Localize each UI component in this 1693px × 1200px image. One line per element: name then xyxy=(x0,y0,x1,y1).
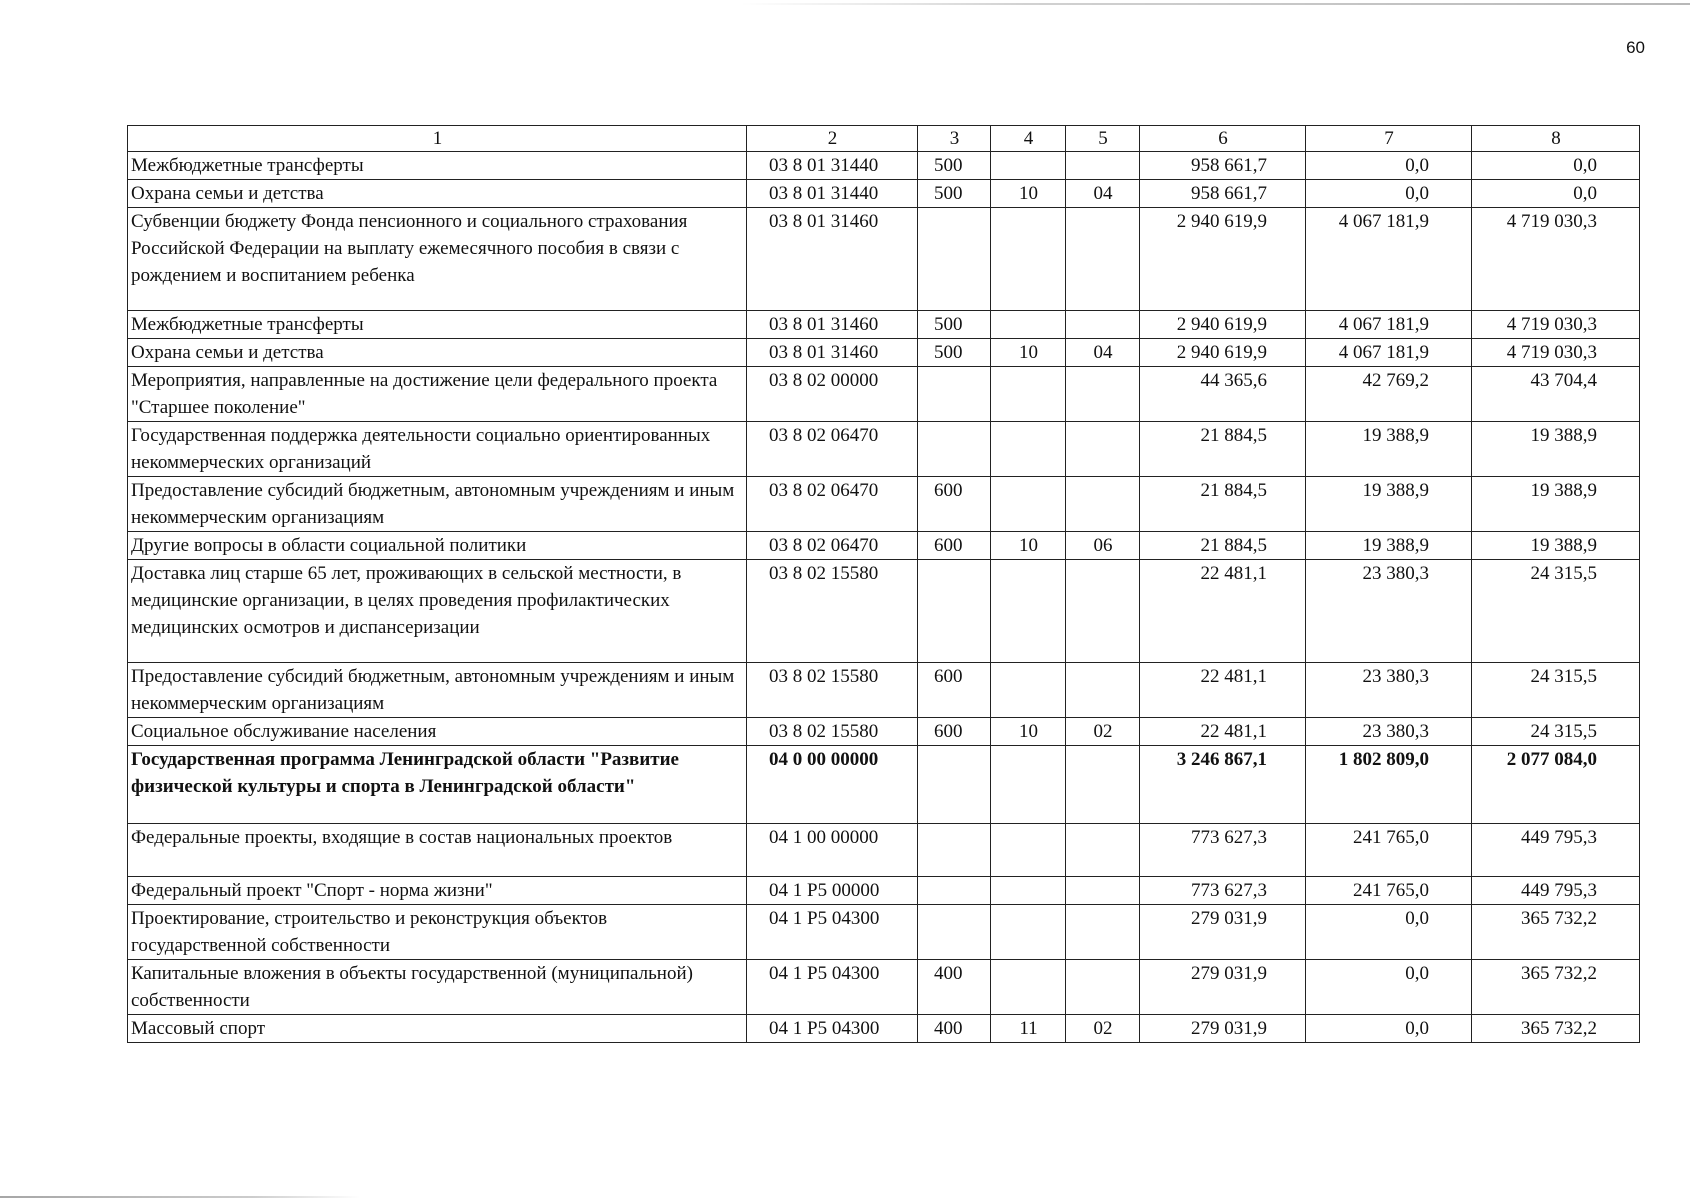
table-header-row xyxy=(128,126,1640,152)
row-value-col8-cell: 365 732,2 xyxy=(1472,1015,1640,1043)
row-code-cell: 04 1 Р5 04300 xyxy=(747,1015,918,1043)
table-row xyxy=(128,560,1640,663)
row-value-col7-cell: 4 067 181,9 xyxy=(1306,311,1472,339)
row-name-cell: Субвенции бюджету Фонда пенсионного и социального страхования Российской Федерации на выплату ежемесячного пособия в связи с рождением и воспитанием ребенка xyxy=(128,208,747,311)
table-row xyxy=(128,960,1640,1015)
row-subsection-cell: 02 xyxy=(1066,1015,1140,1043)
row-value-col8-cell: 0,0 xyxy=(1472,152,1640,180)
row-name-cell: Федеральный проект "Спорт - норма жизни" xyxy=(128,877,747,905)
row-value-col7-cell: 4 067 181,9 xyxy=(1306,208,1472,311)
row-value-col8-cell: 365 732,2 xyxy=(1472,905,1640,960)
row-group-cell: 600 xyxy=(918,663,991,718)
row-value-col6-cell: 958 661,7 xyxy=(1140,152,1306,180)
row-subsection-cell xyxy=(1066,477,1140,532)
row-group-cell: 400 xyxy=(918,1015,991,1043)
row-value-col8-cell: 24 315,5 xyxy=(1472,663,1640,718)
row-value-col7-cell: 23 380,3 xyxy=(1306,560,1472,663)
row-value-col7-cell: 0,0 xyxy=(1306,960,1472,1015)
row-code-cell: 04 0 00 00000 xyxy=(747,746,918,824)
row-subsection-cell: 06 xyxy=(1066,532,1140,560)
row-section-cell xyxy=(991,663,1066,718)
row-group-cell xyxy=(918,208,991,311)
row-subsection-cell xyxy=(1066,824,1140,877)
row-value-col6-cell: 21 884,5 xyxy=(1140,532,1306,560)
row-value-col7-cell: 42 769,2 xyxy=(1306,367,1472,422)
row-value-col8-cell: 4 719 030,3 xyxy=(1472,339,1640,367)
row-name-cell: Государственная поддержка деятельности социально ориентированных некоммерческих организаций xyxy=(128,422,747,477)
row-group-cell: 600 xyxy=(918,532,991,560)
header-cell: 2 xyxy=(747,126,918,152)
row-value-col6-cell: 21 884,5 xyxy=(1140,477,1306,532)
table-row xyxy=(128,877,1640,905)
row-value-col8-cell: 19 388,9 xyxy=(1472,532,1640,560)
table-row xyxy=(128,311,1640,339)
row-value-col8-cell: 0,0 xyxy=(1472,180,1640,208)
table-row xyxy=(128,367,1640,422)
row-group-cell: 400 xyxy=(918,960,991,1015)
row-section-cell xyxy=(991,422,1066,477)
table-row xyxy=(128,180,1640,208)
row-subsection-cell xyxy=(1066,367,1140,422)
row-name-cell: Социальное обслуживание населения xyxy=(128,718,747,746)
row-value-col6-cell: 3 246 867,1 xyxy=(1140,746,1306,824)
table-row xyxy=(128,905,1640,960)
row-value-col6-cell: 44 365,6 xyxy=(1140,367,1306,422)
row-group-cell: 600 xyxy=(918,718,991,746)
row-group-cell xyxy=(918,746,991,824)
row-name-cell: Доставка лиц старше 65 лет, проживающих в сельской местности, в медицинские организации, в целях проведения профилактических медицинских осмотров и диспансеризации xyxy=(128,560,747,663)
row-value-col6-cell: 279 031,9 xyxy=(1140,960,1306,1015)
row-subsection-cell xyxy=(1066,560,1140,663)
row-code-cell: 03 8 02 06470 xyxy=(747,477,918,532)
row-code-cell: 04 1 Р5 04300 xyxy=(747,905,918,960)
table-row xyxy=(128,152,1640,180)
row-code-cell: 03 8 02 15580 xyxy=(747,663,918,718)
row-value-col7-cell: 1 802 809,0 xyxy=(1306,746,1472,824)
row-value-col8-cell: 24 315,5 xyxy=(1472,718,1640,746)
row-group-cell xyxy=(918,824,991,877)
row-section-cell: 10 xyxy=(991,718,1066,746)
row-value-col7-cell: 0,0 xyxy=(1306,1015,1472,1043)
row-code-cell: 03 8 01 31460 xyxy=(747,339,918,367)
row-group-cell xyxy=(918,367,991,422)
row-code-cell: 03 8 02 06470 xyxy=(747,532,918,560)
table-row xyxy=(128,663,1640,718)
row-name-cell: Капитальные вложения в объекты государственной (муниципальной) собственности xyxy=(128,960,747,1015)
row-code-cell: 03 8 02 15580 xyxy=(747,718,918,746)
header-cell: 4 xyxy=(991,126,1066,152)
row-name-cell: Проектирование, строительство и реконструкция объектов государственной собственности xyxy=(128,905,747,960)
table-row xyxy=(128,477,1640,532)
row-value-col6-cell: 958 661,7 xyxy=(1140,180,1306,208)
row-value-col7-cell: 0,0 xyxy=(1306,905,1472,960)
row-code-cell: 03 8 01 31440 xyxy=(747,180,918,208)
table-row xyxy=(128,746,1640,824)
row-value-col6-cell: 773 627,3 xyxy=(1140,877,1306,905)
row-code-cell: 04 1 Р5 00000 xyxy=(747,877,918,905)
header-cell: 1 xyxy=(128,126,747,152)
table-row xyxy=(128,1015,1640,1043)
row-name-cell: Мероприятия, направленные на достижение цели федерального проекта "Старшее поколение" xyxy=(128,367,747,422)
row-value-col7-cell: 0,0 xyxy=(1306,152,1472,180)
row-value-col7-cell: 241 765,0 xyxy=(1306,824,1472,877)
row-value-col7-cell: 19 388,9 xyxy=(1306,477,1472,532)
row-subsection-cell xyxy=(1066,746,1140,824)
row-name-cell: Федеральные проекты, входящие в состав национальных проектов xyxy=(128,824,747,877)
row-section-cell xyxy=(991,877,1066,905)
row-value-col6-cell: 2 940 619,9 xyxy=(1140,339,1306,367)
header-cell: 7 xyxy=(1306,126,1472,152)
row-value-col8-cell: 4 719 030,3 xyxy=(1472,208,1640,311)
page-number: 60 xyxy=(1626,38,1645,57)
row-code-cell: 04 1 Р5 04300 xyxy=(747,960,918,1015)
row-group-cell: 500 xyxy=(918,152,991,180)
row-section-cell xyxy=(991,746,1066,824)
row-code-cell: 03 8 02 00000 xyxy=(747,367,918,422)
row-section-cell: 10 xyxy=(991,180,1066,208)
row-subsection-cell: 02 xyxy=(1066,718,1140,746)
row-subsection-cell xyxy=(1066,152,1140,180)
row-value-col8-cell: 19 388,9 xyxy=(1472,477,1640,532)
row-group-cell: 500 xyxy=(918,311,991,339)
row-section-cell xyxy=(991,560,1066,663)
row-group-cell xyxy=(918,877,991,905)
budget-table xyxy=(127,125,1640,1043)
row-section-cell xyxy=(991,960,1066,1015)
row-value-col7-cell: 19 388,9 xyxy=(1306,532,1472,560)
row-code-cell: 03 8 01 31460 xyxy=(747,311,918,339)
row-value-col7-cell: 0,0 xyxy=(1306,180,1472,208)
row-value-col8-cell: 19 388,9 xyxy=(1472,422,1640,477)
row-subsection-cell: 04 xyxy=(1066,339,1140,367)
row-subsection-cell xyxy=(1066,905,1140,960)
row-name-cell: Предоставление субсидий бюджетным, автономным учреждениям и иным некоммерческим организациям xyxy=(128,477,747,532)
row-value-col6-cell: 22 481,1 xyxy=(1140,560,1306,663)
row-section-cell xyxy=(991,905,1066,960)
table-row xyxy=(128,718,1640,746)
row-name-cell: Межбюджетные трансферты xyxy=(128,152,747,180)
row-value-col7-cell: 19 388,9 xyxy=(1306,422,1472,477)
row-name-cell: Охрана семьи и детства xyxy=(128,339,747,367)
row-code-cell: 03 8 01 31440 xyxy=(747,152,918,180)
row-value-col6-cell: 279 031,9 xyxy=(1140,905,1306,960)
row-subsection-cell xyxy=(1066,960,1140,1015)
row-subsection-cell xyxy=(1066,208,1140,311)
row-name-cell: Государственная программа Ленинградской области "Развитие физической культуры и спорта в Ленинградской области" xyxy=(128,746,747,824)
row-group-cell: 500 xyxy=(918,180,991,208)
row-code-cell: 04 1 00 00000 xyxy=(747,824,918,877)
row-group-cell xyxy=(918,560,991,663)
row-group-cell: 500 xyxy=(918,339,991,367)
row-name-cell: Другие вопросы в области социальной политики xyxy=(128,532,747,560)
row-name-cell: Охрана семьи и детства xyxy=(128,180,747,208)
row-name-cell: Массовый спорт xyxy=(128,1015,747,1043)
table-row xyxy=(128,824,1640,877)
row-section-cell xyxy=(991,311,1066,339)
row-value-col6-cell: 22 481,1 xyxy=(1140,718,1306,746)
row-value-col8-cell: 449 795,3 xyxy=(1472,824,1640,877)
row-subsection-cell xyxy=(1066,663,1140,718)
row-subsection-cell xyxy=(1066,311,1140,339)
header-cell: 5 xyxy=(1066,126,1140,152)
row-section-cell xyxy=(991,477,1066,532)
header-cell: 3 xyxy=(918,126,991,152)
row-value-col8-cell: 43 704,4 xyxy=(1472,367,1640,422)
table-row xyxy=(128,532,1640,560)
row-value-col6-cell: 21 884,5 xyxy=(1140,422,1306,477)
row-group-cell xyxy=(918,422,991,477)
row-value-col6-cell: 2 940 619,9 xyxy=(1140,208,1306,311)
row-value-col6-cell: 773 627,3 xyxy=(1140,824,1306,877)
table-row xyxy=(128,208,1640,311)
row-value-col7-cell: 241 765,0 xyxy=(1306,877,1472,905)
header-cell: 8 xyxy=(1472,126,1640,152)
header-cell: 6 xyxy=(1140,126,1306,152)
row-section-cell: 10 xyxy=(991,532,1066,560)
row-name-cell: Межбюджетные трансферты xyxy=(128,311,747,339)
row-group-cell xyxy=(918,905,991,960)
row-section-cell xyxy=(991,367,1066,422)
row-value-col7-cell: 4 067 181,9 xyxy=(1306,339,1472,367)
row-value-col6-cell: 279 031,9 xyxy=(1140,1015,1306,1043)
row-value-col6-cell: 2 940 619,9 xyxy=(1140,311,1306,339)
row-group-cell: 600 xyxy=(918,477,991,532)
row-section-cell xyxy=(991,152,1066,180)
row-value-col8-cell: 449 795,3 xyxy=(1472,877,1640,905)
table-row xyxy=(128,339,1640,367)
row-code-cell: 03 8 02 06470 xyxy=(747,422,918,477)
row-section-cell: 11 xyxy=(991,1015,1066,1043)
row-value-col7-cell: 23 380,3 xyxy=(1306,663,1472,718)
row-value-col6-cell: 22 481,1 xyxy=(1140,663,1306,718)
row-section-cell: 10 xyxy=(991,339,1066,367)
row-code-cell: 03 8 02 15580 xyxy=(747,560,918,663)
row-section-cell xyxy=(991,208,1066,311)
row-name-cell: Предоставление субсидий бюджетным, автономным учреждениям и иным некоммерческим организациям xyxy=(128,663,747,718)
row-value-col8-cell: 24 315,5 xyxy=(1472,560,1640,663)
row-subsection-cell xyxy=(1066,422,1140,477)
row-value-col8-cell: 4 719 030,3 xyxy=(1472,311,1640,339)
row-subsection-cell: 04 xyxy=(1066,180,1140,208)
table-row xyxy=(128,422,1640,477)
row-code-cell: 03 8 01 31460 xyxy=(747,208,918,311)
row-value-col8-cell: 365 732,2 xyxy=(1472,960,1640,1015)
scan-edge-bottom xyxy=(0,1196,360,1198)
scan-edge-top xyxy=(740,3,1690,5)
row-value-col8-cell: 2 077 084,0 xyxy=(1472,746,1640,824)
row-section-cell xyxy=(991,824,1066,877)
row-subsection-cell xyxy=(1066,877,1140,905)
row-value-col7-cell: 23 380,3 xyxy=(1306,718,1472,746)
